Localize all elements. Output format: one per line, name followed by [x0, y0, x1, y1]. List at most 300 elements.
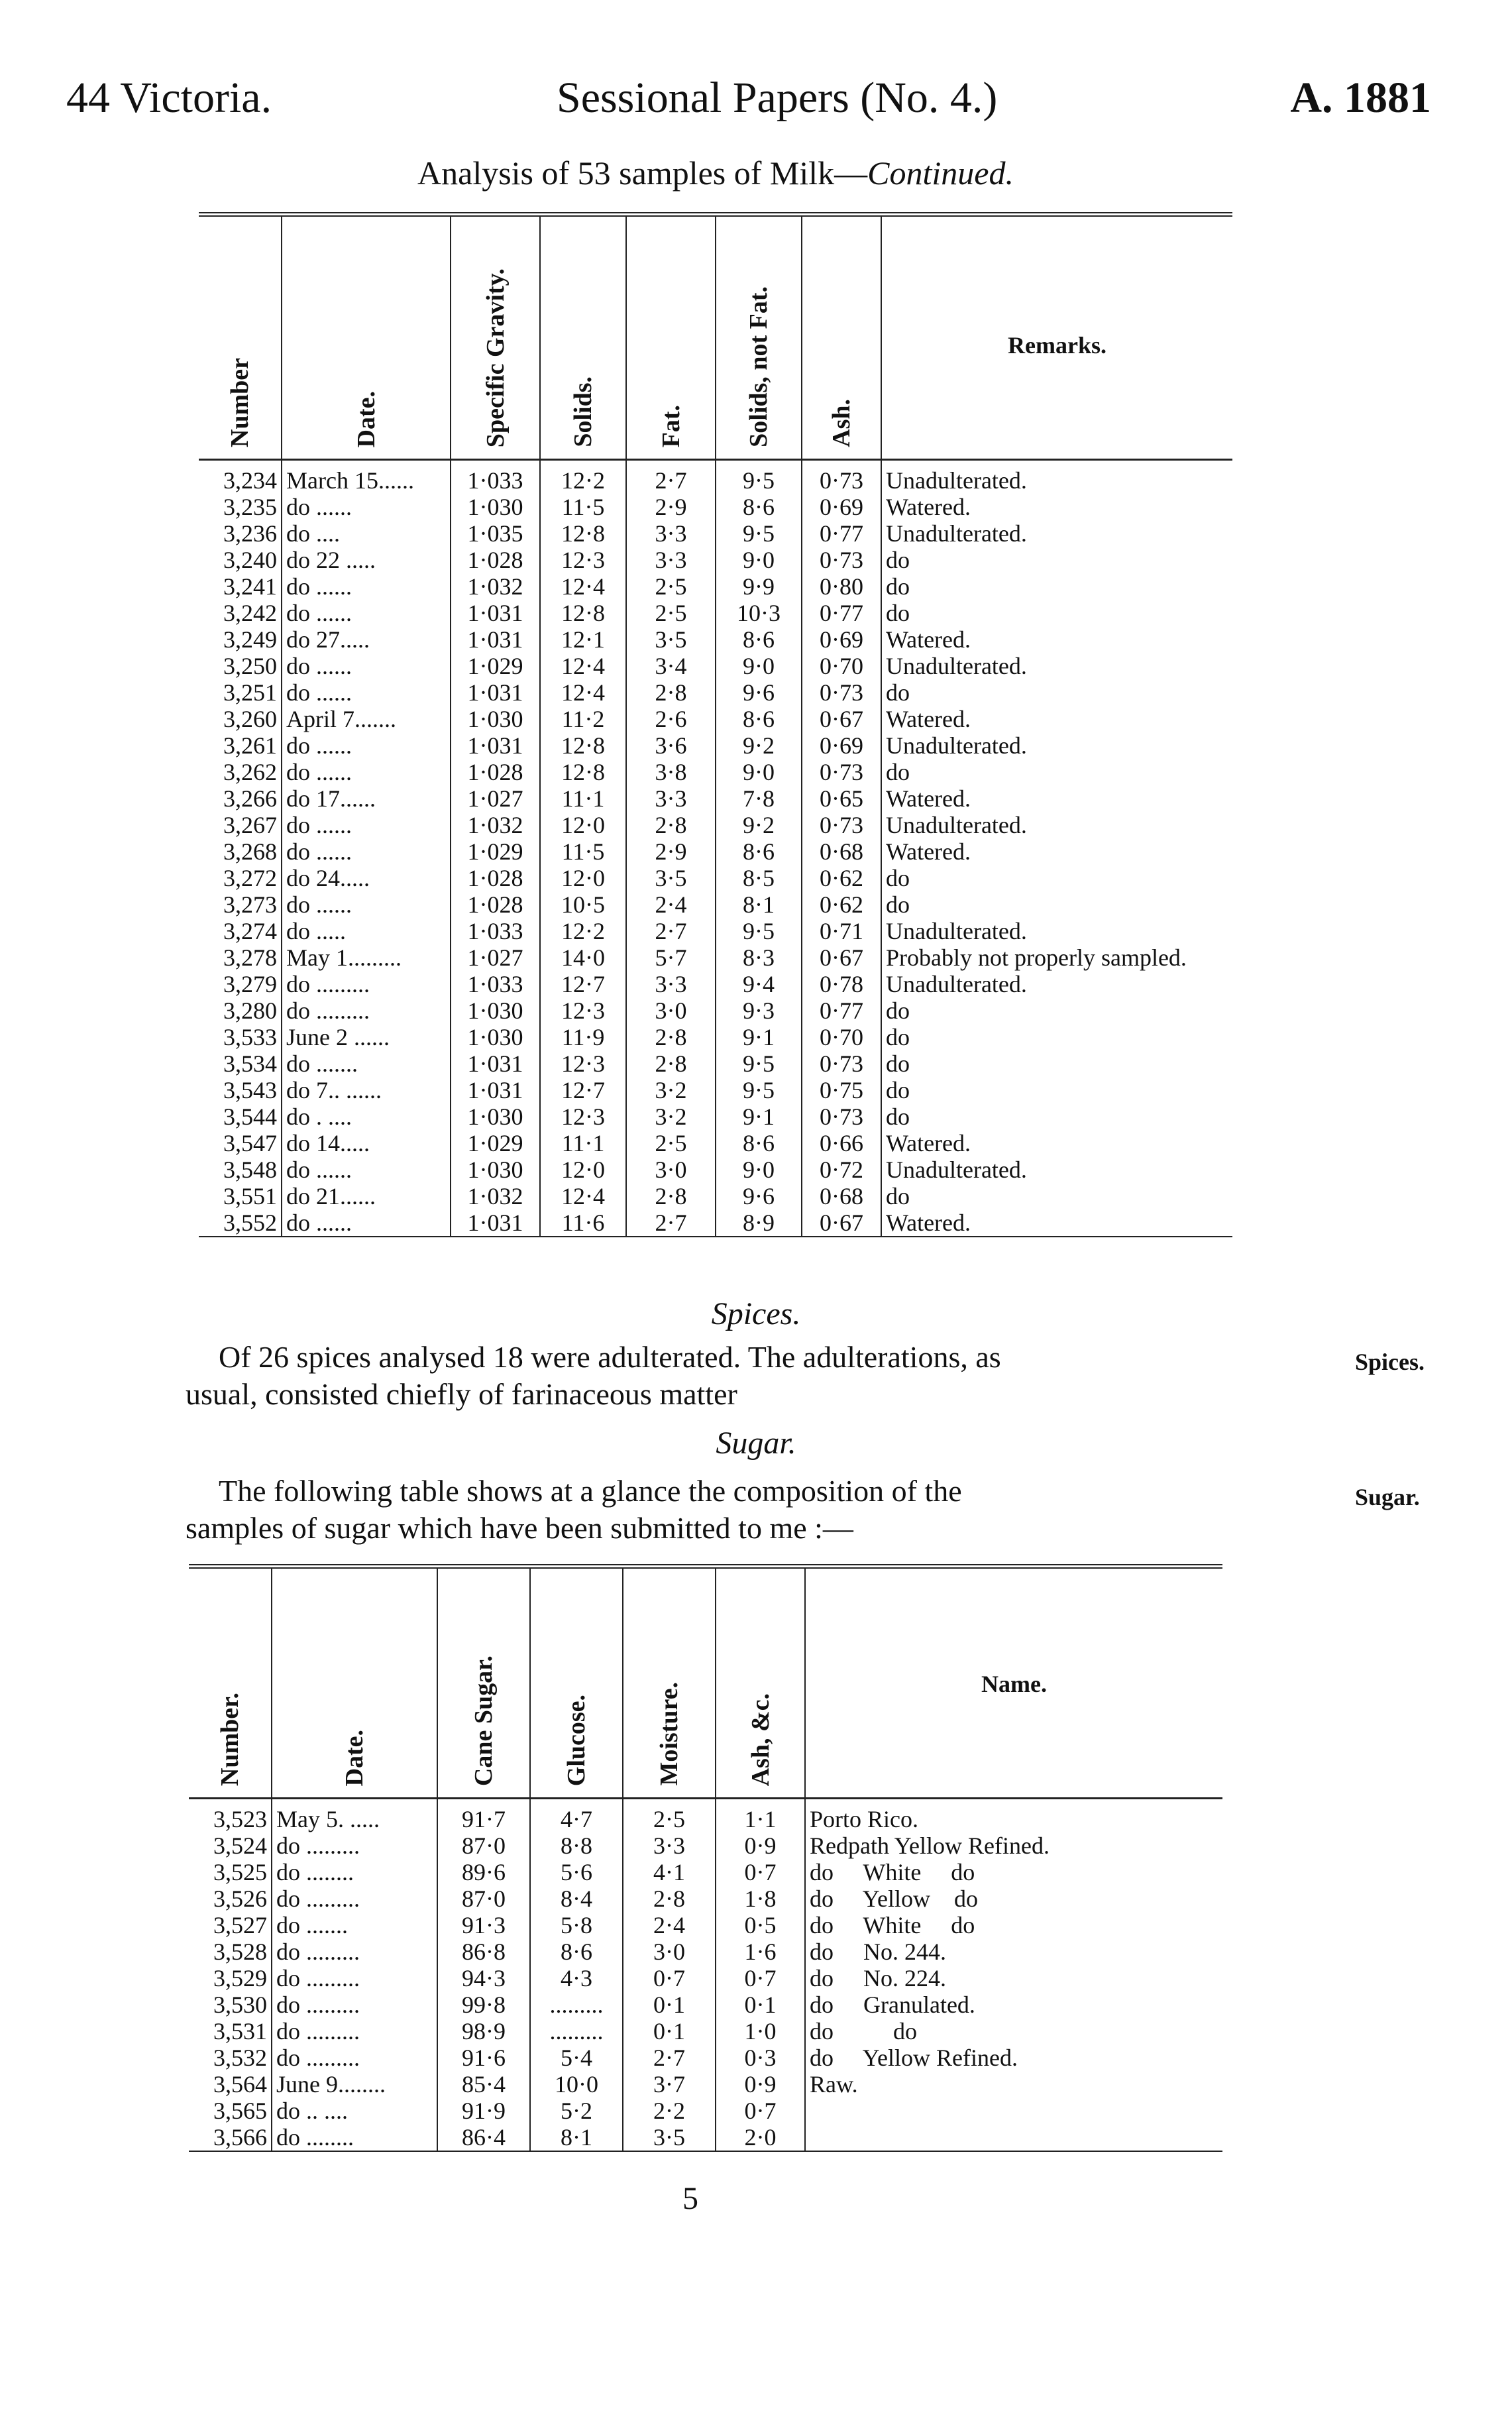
milk-cell: 12·3 [540, 1103, 626, 1130]
sugar-cell: 91·3 [437, 1912, 530, 1938]
milk-cell: 3·0 [626, 997, 716, 1024]
milk-cell: 3,533 [199, 1024, 282, 1050]
sugar-cell: 3,532 [189, 2045, 272, 2071]
milk-cell: 12·8 [540, 520, 626, 547]
milk-cell: 0·73 [802, 812, 881, 838]
milk-cell: do [886, 759, 910, 785]
sugar-cell: 3,566 [189, 2124, 272, 2151]
milk-cell: do ...... [282, 1156, 451, 1183]
sugar-cell: Porto Rico. [810, 1806, 919, 1832]
milk-cell: 3·2 [626, 1077, 716, 1103]
sugar-cell: 1·6 [716, 1938, 805, 1965]
milk-cell: 14·0 [540, 944, 626, 971]
spices-line-1: Of 26 spices analysed 18 were adulterated. The adulterations, as [219, 1340, 1001, 1374]
milk-cell: do ...... [282, 891, 451, 918]
milk-cell: 3,268 [199, 838, 282, 865]
milk-row [199, 706, 1232, 732]
milk-cell: do ...... [282, 732, 451, 759]
milk-cell: 1·030 [451, 706, 540, 732]
milk-cell: do [886, 891, 910, 918]
milk-row [199, 997, 1232, 1024]
sugar-cell: 3,528 [189, 1938, 272, 1965]
milk-cell: 0·77 [802, 600, 881, 626]
milk-cell: 8·6 [716, 1130, 802, 1156]
milk-cell: 3·5 [626, 865, 716, 891]
sugar-cell: do ......... [272, 2045, 437, 2071]
milk-cell: 0·69 [802, 494, 881, 520]
milk-cell: 0·75 [802, 1077, 881, 1103]
milk-cell: 0·68 [802, 1183, 881, 1209]
milk-cell: do ..... [282, 918, 451, 944]
milk-cell: 11·5 [540, 494, 626, 520]
milk-cell: 1·029 [451, 1130, 540, 1156]
milk-row [199, 865, 1232, 891]
milk-cell: do ...... [282, 679, 451, 706]
sugar-cell: 3·0 [623, 1938, 716, 1965]
sugar-cell: 1·1 [716, 1799, 805, 1833]
milk-row [199, 918, 1232, 944]
milk-cell: 12·8 [540, 759, 626, 785]
milk-cell: 3·6 [626, 732, 716, 759]
sugar-header-name: Name. [981, 1671, 1047, 1697]
sugar-row [189, 1991, 1222, 2018]
milk-row [199, 732, 1232, 759]
milk-cell: 12·7 [540, 1077, 626, 1103]
milk-cell: do [886, 1183, 910, 1209]
sugar-cell: 10·0 [530, 2071, 623, 2098]
milk-cell: 3·3 [626, 520, 716, 547]
milk-cell: 9·6 [716, 1183, 802, 1209]
milk-cell: 8·3 [716, 944, 802, 971]
milk-cell: do 14..... [282, 1130, 451, 1156]
spices-title: Spices. [711, 1296, 801, 1331]
milk-cell: 1·030 [451, 1103, 540, 1130]
milk-cell: 3,235 [199, 494, 282, 520]
milk-cell: 8·9 [716, 1209, 802, 1237]
sugar-cell: 85·4 [437, 2071, 530, 2098]
sugar-cell: 3,529 [189, 1965, 272, 1991]
milk-cell: 1·030 [451, 1156, 540, 1183]
sugar-cell: 3,531 [189, 2018, 272, 2045]
milk-cell: 3,543 [199, 1077, 282, 1103]
sugar-cell: 8·1 [530, 2124, 623, 2151]
milk-cell: 0·67 [802, 944, 881, 971]
milk-cell: 1·032 [451, 573, 540, 600]
milk-cell: 0·80 [802, 573, 881, 600]
sugar-cell: 0·1 [716, 1991, 805, 2018]
milk-cell: Unadulterated. [886, 653, 1027, 679]
sugar-row [189, 1799, 1222, 1833]
sugar-cell: 3,524 [189, 1832, 272, 1859]
milk-cell: 0·73 [802, 460, 881, 494]
sugar-cell: 94·3 [437, 1965, 530, 1991]
spices-sidenote: Spices. [1355, 1349, 1425, 1375]
sugar-paragraph [186, 1473, 1352, 1547]
milk-cell: 3,278 [199, 944, 282, 971]
sugar-cell: do ......... [272, 2018, 437, 2045]
milk-cell: 12·8 [540, 732, 626, 759]
sugar-cell: 0·9 [716, 2071, 805, 2098]
sugar-cell: 8·6 [530, 1938, 623, 1965]
milk-row [199, 653, 1232, 679]
sugar-line-1: The following table shows at a glance the composition of the [219, 1474, 962, 1508]
milk-cell: 3,241 [199, 573, 282, 600]
milk-cell: 3,261 [199, 732, 282, 759]
milk-cell: 12·7 [540, 971, 626, 997]
milk-cell: 3·4 [626, 653, 716, 679]
sugar-cell: 2·7 [623, 2045, 716, 2071]
sugar-cell: 4·1 [623, 1859, 716, 1885]
sugar-cell: 5·2 [530, 2098, 623, 2124]
milk-cell: 1·028 [451, 865, 540, 891]
header-left: 44 Victoria. [66, 74, 272, 122]
milk-cell: 3,236 [199, 520, 282, 547]
milk-cell: 3·5 [626, 626, 716, 653]
milk-cell: 3·3 [626, 547, 716, 573]
milk-cell: 1·029 [451, 838, 540, 865]
milk-cell: 0·67 [802, 1209, 881, 1237]
milk-header-ash: Ash. [802, 215, 881, 460]
milk-cell: 0·70 [802, 1024, 881, 1050]
milk-cell: 9·1 [716, 1024, 802, 1050]
milk-cell: 12·1 [540, 626, 626, 653]
milk-cell: 1·030 [451, 494, 540, 520]
sugar-cell: 99·8 [437, 1991, 530, 2018]
sugar-table-body [189, 1799, 1222, 2152]
milk-cell: 11·1 [540, 785, 626, 812]
milk-cell: 12·4 [540, 679, 626, 706]
milk-cell: 12·4 [540, 573, 626, 600]
milk-cell: 2·7 [626, 460, 716, 494]
milk-cell: do ....... [282, 1050, 451, 1077]
milk-cell: 3,279 [199, 971, 282, 997]
milk-cell: do ......... [282, 971, 451, 997]
sugar-cell: 2·4 [623, 1912, 716, 1938]
milk-cell: 9·4 [716, 971, 802, 997]
milk-cell: do ...... [282, 812, 451, 838]
milk-cell: 9·5 [716, 460, 802, 494]
sugar-header-date: Date. [272, 1567, 437, 1799]
sugar-cell: 87·0 [437, 1832, 530, 1859]
sugar-cell: ......... [530, 2018, 623, 2045]
milk-cell: 1·032 [451, 812, 540, 838]
sugar-row [189, 2124, 1222, 2151]
milk-cell: Probably not properly sampled. [886, 944, 1187, 971]
sugar-cell: 3·5 [623, 2124, 716, 2151]
milk-cell: 0·73 [802, 547, 881, 573]
milk-cell: 3,280 [199, 997, 282, 1024]
milk-row [199, 759, 1232, 785]
milk-cell: do [886, 1103, 910, 1130]
caption-italic: Continued. [867, 154, 1014, 192]
sugar-cell: 0·3 [716, 2045, 805, 2071]
sugar-cell: do White do [810, 1859, 975, 1885]
sugar-cell: 86·4 [437, 2124, 530, 2151]
milk-cell: 9·2 [716, 732, 802, 759]
milk-cell: Watered. [886, 1130, 971, 1156]
milk-cell: do ...... [282, 494, 451, 520]
milk-cell: 0·67 [802, 706, 881, 732]
milk-cell: 3·8 [626, 759, 716, 785]
milk-cell: 0·77 [802, 997, 881, 1024]
milk-cell: 3,273 [199, 891, 282, 918]
sugar-cell: do No. 244. [810, 1938, 946, 1965]
milk-cell: 1·028 [451, 547, 540, 573]
milk-cell: Unadulterated. [886, 1156, 1027, 1183]
sugar-cell: do Yellow do [810, 1885, 979, 1912]
milk-cell: 12·3 [540, 1050, 626, 1077]
milk-cell: do ...... [282, 838, 451, 865]
milk-cell: 9·0 [716, 653, 802, 679]
sugar-cell: do Granulated. [810, 1991, 975, 2018]
milk-header-remarks: Remarks. [1008, 332, 1107, 359]
milk-row [199, 1050, 1232, 1077]
milk-cell: 3·3 [626, 971, 716, 997]
sugar-cell: 3,565 [189, 2098, 272, 2124]
milk-cell: 0·78 [802, 971, 881, 997]
milk-cell: 1·031 [451, 679, 540, 706]
milk-cell: 3,240 [199, 547, 282, 573]
sugar-header-row [189, 1567, 1222, 1799]
milk-cell: do [886, 1077, 910, 1103]
milk-row [199, 626, 1232, 653]
milk-cell: 3,544 [199, 1103, 282, 1130]
sugar-cell: 4·7 [530, 1799, 623, 1833]
sugar-cell: 89·6 [437, 1859, 530, 1885]
milk-cell: 3,262 [199, 759, 282, 785]
sugar-cell: do White do [810, 1912, 975, 1938]
milk-cell: 8·6 [716, 838, 802, 865]
milk-cell: 2·8 [626, 1024, 716, 1050]
milk-cell: 3,266 [199, 785, 282, 812]
milk-cell: do [886, 547, 910, 573]
sugar-line-2: samples of sugar which have been submitted to me :— [186, 1511, 853, 1545]
sugar-cell: do ........ [272, 1859, 437, 1885]
milk-cell: 9·9 [716, 573, 802, 600]
sugar-cell: 0·5 [716, 1912, 805, 1938]
milk-cell: 1·027 [451, 785, 540, 812]
milk-cell: 3,260 [199, 706, 282, 732]
milk-cell: 12·3 [540, 997, 626, 1024]
milk-cell: 0·73 [802, 679, 881, 706]
milk-cell: 2·7 [626, 1209, 716, 1237]
milk-cell: Unadulterated. [886, 732, 1027, 759]
milk-cell: Unadulterated. [886, 812, 1027, 838]
milk-cell: do 24..... [282, 865, 451, 891]
milk-cell: 1·031 [451, 1209, 540, 1237]
page-number: 5 [682, 2181, 698, 2216]
milk-cell: 7·8 [716, 785, 802, 812]
milk-cell: 8·6 [716, 494, 802, 520]
milk-cell: 9·5 [716, 918, 802, 944]
milk-cell: 2·8 [626, 812, 716, 838]
milk-cell: 9·0 [716, 759, 802, 785]
milk-cell: 1·031 [451, 1050, 540, 1077]
sugar-cell: 86·8 [437, 1938, 530, 1965]
milk-cell: 9·5 [716, 520, 802, 547]
sugar-cell: do ......... [272, 1832, 437, 1859]
milk-cell: 3,272 [199, 865, 282, 891]
sugar-cell: do No. 224. [810, 1965, 946, 1991]
sugar-cell: 2·8 [623, 1885, 716, 1912]
sugar-title: Sugar. [716, 1426, 796, 1461]
milk-cell: 0·66 [802, 1130, 881, 1156]
sugar-cell: 0·1 [623, 2018, 716, 2045]
sugar-cell: 0·7 [716, 1859, 805, 1885]
milk-cell: 11·9 [540, 1024, 626, 1050]
sugar-cell: 3·3 [623, 1832, 716, 1859]
milk-cell: 0·69 [802, 732, 881, 759]
sugar-cell: 0·7 [716, 1965, 805, 1991]
milk-cell: do ...... [282, 573, 451, 600]
milk-cell: do 21...... [282, 1183, 451, 1209]
milk-row [199, 812, 1232, 838]
milk-cell: 11·6 [540, 1209, 626, 1237]
sugar-cell: 0·9 [716, 1832, 805, 1859]
sugar-row [189, 2018, 1222, 2045]
milk-cell: 9·2 [716, 812, 802, 838]
milk-row [199, 520, 1232, 547]
milk-header-date: Date. [282, 215, 451, 460]
caption-main: Analysis of 53 samples of Milk— [417, 154, 868, 192]
milk-cell: Watered. [886, 706, 971, 732]
milk-cell: 8·6 [716, 626, 802, 653]
milk-cell: 2·6 [626, 706, 716, 732]
milk-cell: 3·2 [626, 1103, 716, 1130]
sugar-cell: do Yellow Refined. [810, 2045, 1018, 2071]
sugar-row [189, 1832, 1222, 1859]
milk-row [199, 785, 1232, 812]
milk-cell: do . .... [282, 1103, 451, 1130]
milk-cell: 2·5 [626, 600, 716, 626]
sugar-cell: 3·7 [623, 2071, 716, 2098]
milk-row [199, 971, 1232, 997]
milk-cell: 2·9 [626, 494, 716, 520]
milk-cell: Watered. [886, 626, 971, 653]
milk-cell: do [886, 997, 910, 1024]
sugar-cell: June 9........ [272, 2071, 437, 2098]
milk-cell: 8·5 [716, 865, 802, 891]
sugar-cell: do ........ [272, 2124, 437, 2151]
milk-cell: 0·73 [802, 759, 881, 785]
milk-cell: 0·77 [802, 520, 881, 547]
sugar-cell: 3,527 [189, 1912, 272, 1938]
milk-cell: 3·3 [626, 785, 716, 812]
milk-header-row [199, 215, 1232, 460]
milk-cell: 11·1 [540, 1130, 626, 1156]
milk-cell: do [886, 1050, 910, 1077]
sugar-cell: do ......... [272, 1938, 437, 1965]
milk-cell: 12·0 [540, 1156, 626, 1183]
milk-row [199, 944, 1232, 971]
milk-cell: Unadulterated. [886, 971, 1027, 997]
milk-cell: 1·028 [451, 759, 540, 785]
milk-cell: 3,547 [199, 1130, 282, 1156]
milk-row [199, 838, 1232, 865]
sugar-cell: 3,564 [189, 2071, 272, 2098]
milk-row [199, 1183, 1232, 1209]
milk-cell: 3·0 [626, 1156, 716, 1183]
sugar-cell: do ......... [272, 1991, 437, 2018]
milk-row [199, 460, 1232, 494]
milk-cell: 1·032 [451, 1183, 540, 1209]
sugar-row [189, 2045, 1222, 2071]
milk-cell: 12·4 [540, 653, 626, 679]
sugar-row [189, 1859, 1222, 1885]
milk-cell: 5·7 [626, 944, 716, 971]
milk-cell: 8·1 [716, 891, 802, 918]
milk-cell: Watered. [886, 494, 971, 520]
milk-cell: 12·0 [540, 865, 626, 891]
sugar-cell: 3,523 [189, 1799, 272, 1833]
milk-cell: do [886, 679, 910, 706]
milk-cell: 10·3 [716, 600, 802, 626]
milk-cell: 2·5 [626, 1130, 716, 1156]
sugar-cell: 8·4 [530, 1885, 623, 1912]
milk-header-solids: Solids. [540, 215, 626, 460]
milk-cell: 1·031 [451, 1077, 540, 1103]
sugar-cell: 0·1 [623, 1991, 716, 2018]
spices-line-2: usual, consisted chiefly of farinaceous matter [186, 1377, 737, 1411]
sugar-cell: Raw. [810, 2071, 858, 2098]
milk-cell: 3,551 [199, 1183, 282, 1209]
milk-header-number: Number [199, 215, 282, 460]
milk-cell: 3,548 [199, 1156, 282, 1183]
milk-row [199, 1156, 1232, 1183]
header-right: A. 1881 [1290, 74, 1431, 122]
milk-cell: 2·7 [626, 918, 716, 944]
sugar-row [189, 1965, 1222, 1991]
sugar-cell: 5·8 [530, 1912, 623, 1938]
milk-cell: do ...... [282, 1209, 451, 1237]
header-center: Sessional Papers (No. 4.) [557, 74, 998, 122]
milk-analysis-table [199, 212, 1232, 1237]
milk-cell: 12·3 [540, 547, 626, 573]
milk-cell: 0·73 [802, 1103, 881, 1130]
milk-cell: 3,267 [199, 812, 282, 838]
milk-row [199, 494, 1232, 520]
sugar-header-ash: Ash, &c. [716, 1567, 805, 1799]
milk-cell: 2·9 [626, 838, 716, 865]
milk-cell: 1·027 [451, 944, 540, 971]
page-header [66, 73, 1431, 139]
milk-cell: Watered. [886, 785, 971, 812]
sugar-cell [805, 2098, 1222, 2124]
milk-cell: do 7.. ...... [282, 1077, 451, 1103]
milk-cell: 1·030 [451, 997, 540, 1024]
milk-cell: 3,534 [199, 1050, 282, 1077]
milk-cell: do ...... [282, 759, 451, 785]
sugar-cell: Redpath Yellow Refined. [810, 1832, 1050, 1859]
milk-cell: 9·6 [716, 679, 802, 706]
milk-cell: 2·8 [626, 679, 716, 706]
milk-header-solids-not-fat: Solids, not Fat. [716, 215, 802, 460]
sugar-cell: do ....... [272, 1912, 437, 1938]
milk-cell: Unadulterated. [886, 918, 1027, 944]
sugar-header-glucose: Glucose. [530, 1567, 623, 1799]
milk-cell: 0·71 [802, 918, 881, 944]
milk-row [199, 1024, 1232, 1050]
milk-cell: 1·035 [451, 520, 540, 547]
sugar-cell: 5·6 [530, 1859, 623, 1885]
milk-cell: 0·69 [802, 626, 881, 653]
milk-cell: 8·6 [716, 706, 802, 732]
milk-cell: 12·8 [540, 600, 626, 626]
milk-cell: 0·68 [802, 838, 881, 865]
milk-table-caption [199, 154, 1232, 192]
milk-cell: Unadulterated. [886, 467, 1027, 494]
milk-cell: do [886, 600, 910, 626]
